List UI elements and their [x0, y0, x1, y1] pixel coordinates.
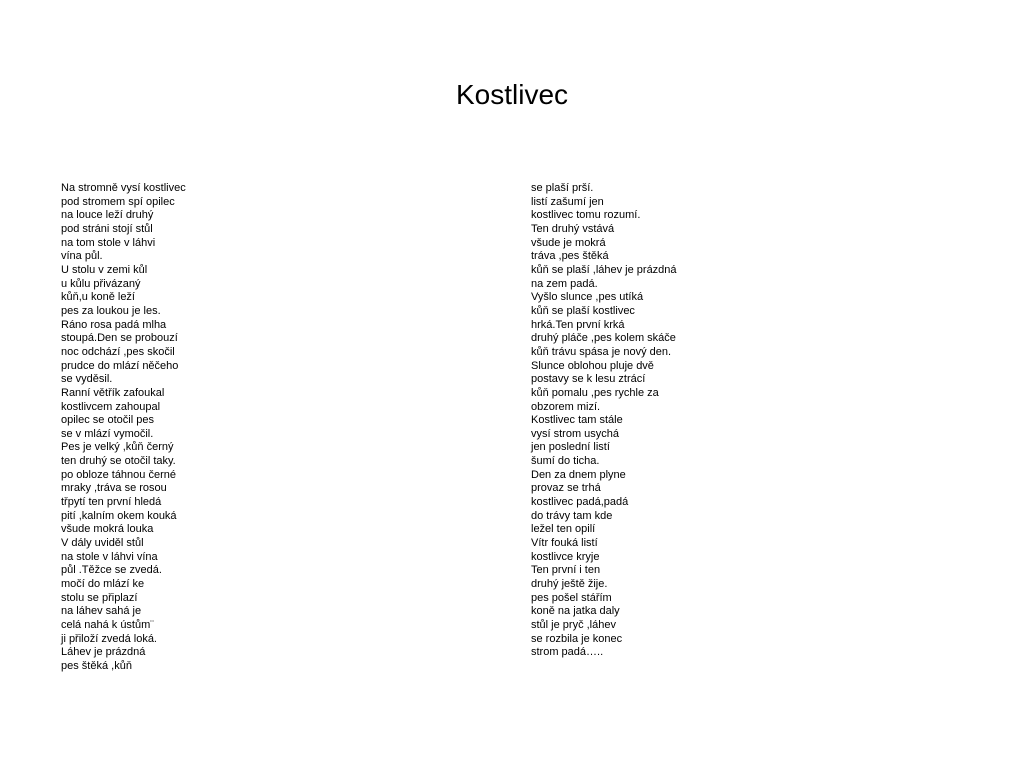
poem-column-right [531, 182, 951, 660]
poem-line: U stolu v zemi kůl [61, 263, 148, 276]
poem-line: pod stráni stojí stůl [61, 222, 153, 235]
poem-line: kostlivec tomu rozumí. [531, 209, 641, 222]
poem-line: prudce do mlází něčeho [61, 359, 179, 372]
poem-line: Pes je velký ,kůň černý [61, 441, 174, 454]
poem-line: kůň pomalu ,pes rychle za [531, 386, 659, 399]
poem-line: stůl je pryč ,láhev [531, 619, 616, 631]
poem-line: na láhev sahá je [61, 605, 142, 618]
poem-line: do trávy tam kde [531, 509, 613, 522]
poem-line: tráva ,pes štěká [531, 250, 609, 263]
poem-line: opilec se otočil pes [61, 414, 154, 427]
poem-line: Ten první i ten [531, 564, 601, 577]
poem-line: postavy se k lesu ztrácí [531, 373, 646, 386]
poem-line: Kostlivec tam stále [531, 414, 623, 427]
poem-line: pes pošel stářím [531, 591, 612, 604]
poem-line: na zem padá. [531, 277, 598, 290]
poem-line: vína půl. [61, 250, 103, 263]
poem-line: se v mlází vymočil. [61, 427, 154, 440]
poem-line: koně na jatka daly [531, 605, 620, 618]
poem-line: vysí strom usychá [531, 427, 620, 440]
poem-column-left [61, 182, 481, 674]
poem-line: Ráno rosa padá mlha [61, 318, 167, 331]
poem-line: na stole v láhvi vína [61, 550, 158, 563]
poem-line: kůň trávu spása je nový den. [531, 345, 672, 358]
poem-line: druhý ještě žije. [531, 578, 608, 591]
poem-line: kůň,u koně leží [61, 291, 135, 304]
poem-line: listí zašumí jen [531, 195, 604, 208]
poem-line: provaz se trhá [531, 482, 601, 495]
poem-line: na tom stole v láhvi [61, 236, 156, 249]
poem-line: Na stromně vysí kostlivec [61, 182, 186, 194]
poem-line: ležel ten opilí [531, 523, 596, 536]
poem-line: Ranní větřík zafoukal [61, 386, 165, 399]
poem-line: pes za loukou je les. [61, 304, 161, 317]
page-title: Kostlivec [455, 79, 569, 110]
poem-line: kostlivcem zahoupal [61, 400, 161, 413]
poem-line: se rozbila je konec [531, 632, 623, 645]
poem-line: Láhev je prázdná [61, 646, 146, 659]
poem-line: pes štěká ,kůň [61, 659, 132, 672]
poem-line: šumí do ticha. [531, 455, 600, 468]
poem-line: stolu se připlazí [61, 591, 138, 604]
poem-line: kůň se plaší ,láhev je prázdná [531, 263, 677, 276]
poem-line: u kůlu přivázaný [61, 277, 141, 290]
poem-line: kostlivec padá,padá [531, 496, 629, 509]
poem-line: noc odchází ,pes skočil [61, 345, 175, 358]
poem-line: se plaší prší. [531, 182, 594, 194]
poem-line: Ten druhý vstává [531, 222, 615, 235]
poem-line: druhý pláče ,pes kolem skáče [531, 332, 676, 345]
poem-line: Den za dnem plyne [531, 468, 626, 481]
poem-line: Slunce oblohou pluje dvě [531, 359, 654, 372]
poem-line: obzorem mizí. [531, 400, 601, 413]
poem-line: ji přiloží zvedá loká. [61, 632, 157, 645]
poem-line: po obloze táhnou černé [61, 468, 176, 481]
poem-line: strom padá….. [531, 646, 604, 659]
poem-line: mraky ,tráva se rosou [61, 482, 167, 495]
poem-line: se vyděsil. [61, 373, 113, 386]
poem-line: pod stromem spí opilec [61, 195, 175, 208]
poem-line: všude je mokrá [531, 236, 606, 249]
poem-line: hrká.Ten první krká [531, 318, 625, 331]
poem-line: stoupá.Den se probouzí [61, 332, 178, 345]
poem-line: všude mokrá louka [61, 523, 154, 536]
poem-line: V dály uviděl stůl [61, 537, 144, 550]
poem-line: celá nahá k ústům¨ [61, 619, 154, 631]
poem-line: kůň se plaší kostlivec [531, 304, 635, 317]
poem-line: pití ,kalním okem kouká [61, 509, 177, 522]
poem-line: ten druhý se otočil taky. [61, 455, 176, 468]
poem-line: třpytí ten první hledá [61, 496, 162, 509]
poem-line: kostlivce kryje [531, 550, 600, 563]
poem-line: Vítr fouká listí [531, 537, 598, 550]
poem-line: jen poslední listí [531, 441, 610, 454]
poem-line: Vyšlo slunce ,pes utíká [531, 291, 644, 304]
poem-line: močí do mlází ke [61, 578, 145, 591]
poem-line: na louce leží druhý [61, 209, 154, 222]
poem-line: půl .Těžce se zvedá. [61, 564, 162, 577]
